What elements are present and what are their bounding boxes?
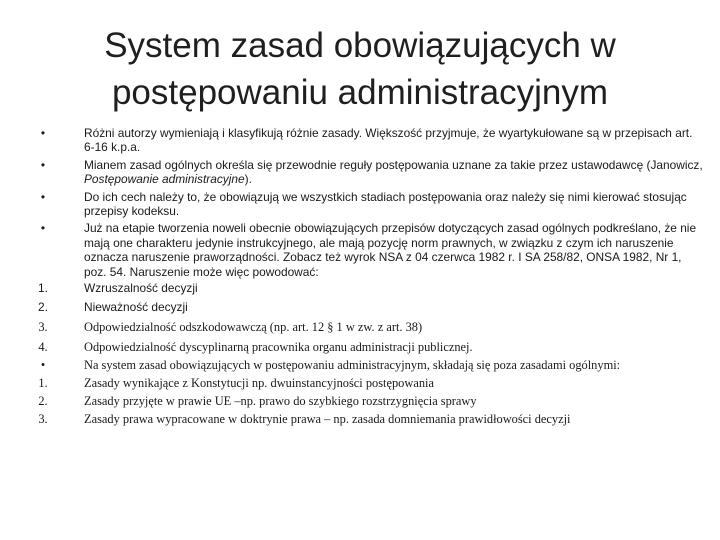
bullet-marker: • <box>40 126 46 140</box>
list-item-text: Zasady przyjęte w prawie UE –np. prawo do szybkiego rozstrzygnięcia sprawy <box>84 393 477 408</box>
list-item <box>28 339 704 355</box>
number-marker: 1. <box>38 375 48 390</box>
list-item-text: Różni autorzy wymieniają i klasyfikują różnie zasady. Większość przyjmuje, że wyartykułowane są w przepisach art. 6-16 k.p.a. <box>84 126 693 155</box>
list-item-text: Zasady prawa wypracowane w doktrynie prawa – np. zasada domniemania prawidłowości decyzji <box>84 411 571 426</box>
bullet-marker: • <box>40 357 46 372</box>
bullet-marker: • <box>40 221 46 236</box>
list-item <box>28 357 704 373</box>
list-item-text: Nieważność decyzji <box>84 300 188 315</box>
number-marker: 3. <box>38 319 48 334</box>
list-item-text: Na system zasad obowiązujących w postępowaniu administracyjnym, składają się poza zasadami ogólnymi: <box>84 357 621 372</box>
list-item-text: Już na etapie tworzenia noweli obecnie obowiązujących przepisów dotyczących zasad ogólnych podkreślano, że nie mają one charakteru jedynie instrukcyjnego, ale mają pozycję norm prawnych, w związku z czym ich naruszenie oznacza naruszenie praworządności. Zobacz też wyrok NSA z 04 czerwca 1982 r. I SA 258/82, ONSA 1982, Nr 1, poz. 54. Naruszenie może więc powodować: <box>84 221 697 279</box>
list-item <box>28 281 704 295</box>
list-item <box>28 375 704 391</box>
number-marker: 2. <box>38 300 48 315</box>
list-item-text: Do ich cech należy to, że obowiązują we wszystkich stadiach postępowania oraz należy się nimi kierować stosując przepisy kodeksu. <box>84 189 687 219</box>
list-item <box>28 411 704 427</box>
list-item-text: Odpowiedzialność dyscyplinarną pracownika organu administracji publicznej. <box>84 339 473 354</box>
number-marker: 3. <box>38 411 48 426</box>
list-item <box>28 319 704 335</box>
number-marker: 4. <box>38 339 48 354</box>
list-item <box>28 300 704 314</box>
list-item-text: Zasady wynikające z Konstytucji np. dwuinstancyjności postępowania <box>84 375 434 390</box>
list-item-text: Wzruszalność decyzji <box>84 281 198 296</box>
bullet-marker: • <box>40 157 46 172</box>
content-list <box>28 126 704 427</box>
list-item <box>28 158 704 187</box>
title-line-2: postępowaniu administracyjnym <box>111 73 609 112</box>
number-marker: 2. <box>38 393 48 408</box>
number-marker: 1. <box>38 281 48 296</box>
title-line-1: System zasad obowiązujących w <box>104 26 616 65</box>
list-item <box>28 221 704 279</box>
list-item-text: Odpowiedzialność odszkodowawczą (np. art. 12 § 1 w zw. z art. 38) <box>84 319 423 334</box>
italic-book-title: Postępowanie administracyjne <box>84 172 245 187</box>
list-item <box>28 126 704 155</box>
slide-title <box>40 22 680 116</box>
bullet-marker: • <box>40 189 46 204</box>
list-item-text: Mianem zasad ogólnych określa się przewodnie reguły postępowania uznane za takie przez ustawodawcę (Janowicz, Postępowanie administracyjne). <box>84 157 703 187</box>
list-item <box>28 190 704 219</box>
list-item <box>28 393 704 409</box>
